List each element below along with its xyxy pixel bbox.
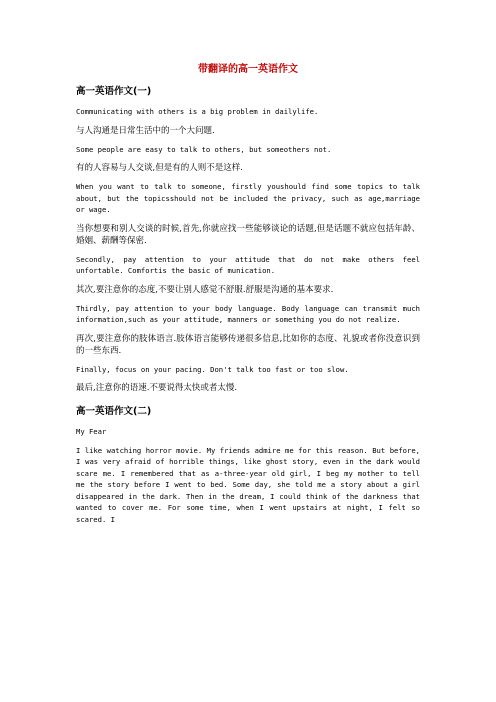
paragraph-english: Thirdly, pay attention to your body language. Body language can transmit much information,such as your attitude, manners or something you do not realize. <box>76 303 420 324</box>
document-body <box>76 86 420 532</box>
paragraph-chinese: 当你想要和别人交谈的时候,首先,你就应找一些能够谈论的话题,但是话题不就应包括年龄、婚姻、薪酬等保密. <box>76 223 420 246</box>
paragraph-english: When you want to talk to someone, firstly youshould find some topics to talk about, but the topicsshould not be included the privacy, such as age,marriage or wage. <box>76 182 420 214</box>
paragraph-chinese: 与人沟通是日常生活中的一个大问题. <box>76 125 215 136</box>
paragraph-chinese: 最后,注意你的语速.不要说得太快或者太慢. <box>76 383 238 393</box>
section-heading: 高一英语作文(二) <box>76 406 152 417</box>
section-2 <box>76 406 420 525</box>
paragraph-chinese: 再次,要注意你的肢体语言.肢体语言能够传递很多信息,比如你的态度、礼貌或者你没意识到的一些东西. <box>76 333 420 356</box>
paragraph-chinese: 有的人容易与人交谈,但是有的人则不是这样. <box>76 163 243 173</box>
paragraph-english: Some people are easy to talk to others, but someothers not. <box>76 144 332 154</box>
section-1 <box>76 86 420 394</box>
document-title: 带翻译的高一英语作文 <box>198 64 298 75</box>
section-heading: 高一英语作文(一) <box>76 86 152 97</box>
paragraph-english: Secondly, pay attention to your attitude that do not make others feel unfortable. Comfortis the basic of munication. <box>76 254 420 275</box>
paragraph-chinese: 其次,要注意你的态度,不要让别人感觉不舒服.舒服是沟通的基本要求. <box>76 284 334 295</box>
paragraph-english: Finally, focus on your pacing. Don't talk too fast or too slow. <box>76 364 349 374</box>
paragraph-english: I like watching horror movie. My friends admire me for this reason. But before, I was very afraid of horrible things, like ghost story, even in the dark would scare me. I remembered that as a-three-year old girl, I beg my mother to tell me the story before I went to bed. Some day, she told me a story about a girl disappeared in the dark. Then in the dream, I could think of the darkness that wanted to cover me. For some time, when I went upstairs at night, I felt so scared. I <box>76 445 420 524</box>
essay-title: My Fear <box>76 427 107 436</box>
paragraph-english: Communicating with others is a big problem in dailylife. <box>76 107 319 116</box>
